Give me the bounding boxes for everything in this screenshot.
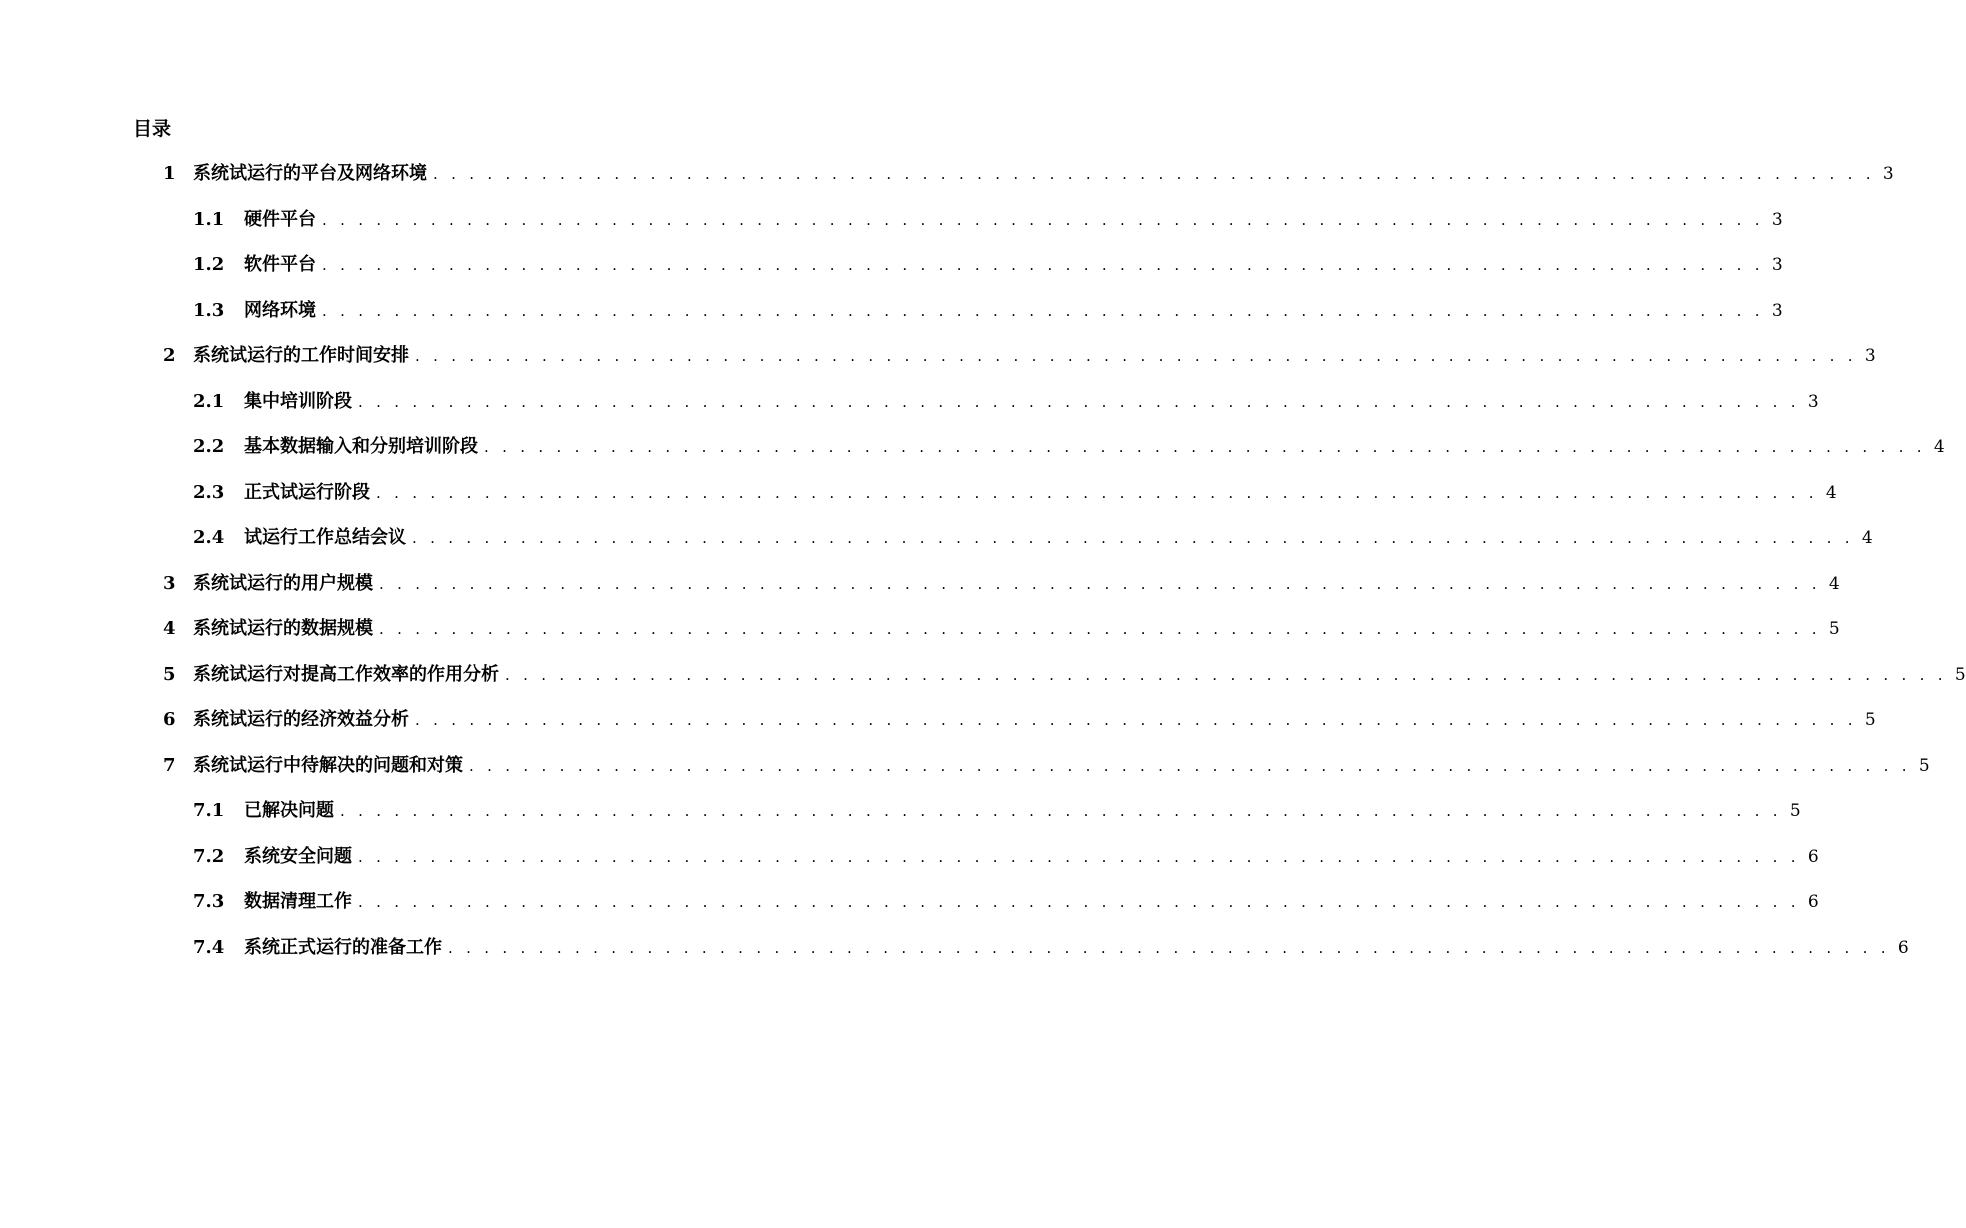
toc-dot-leader: . . . . . . . . . . . . . . . . . . . . . . . . . . . . . . . . . . . . . . . . . . . . . . . . . . . . . . . . . . . . . . . . . . . . . . . . . . . . . . . . — [322, 301, 1764, 320]
toc-entry-label: 系统试运行的工作时间安排 — [193, 345, 409, 366]
toc-entry[interactable] — [0, 933, 1909, 979]
toc-list — [0, 159, 1966, 978]
toc-entry-row — [193, 480, 1837, 506]
toc-entry-page-number: 5 — [1918, 755, 1930, 776]
toc-entry[interactable] — [0, 250, 1783, 296]
toc-entry-row — [163, 662, 1966, 688]
toc-entry-row — [163, 571, 1840, 597]
toc-entry-number: 3 — [163, 572, 176, 594]
toc-entry-label: 软件平台 — [244, 254, 316, 275]
toc-entry-number: 2.1 — [193, 390, 225, 412]
toc-entry-number: 5 — [163, 663, 176, 685]
toc-entry-page-number: 4 — [1825, 482, 1837, 503]
toc-entry-number: 2.2 — [193, 436, 225, 457]
toc-entry[interactable] — [0, 341, 1876, 387]
toc-entry-label: 系统试运行的数据规模 — [193, 618, 373, 639]
toc-entry[interactable] — [0, 523, 1873, 569]
toc-entry-number: 6 — [163, 709, 176, 730]
toc-entry[interactable] — [0, 614, 1840, 660]
toc-entry-label: 基本数据输入和分别培训阶段 — [244, 436, 478, 457]
toc-title: 目录 — [133, 118, 172, 140]
toc-entry-row — [193, 525, 1873, 551]
toc-entry-row — [193, 298, 1783, 324]
toc-dot-leader: . . . . . . . . . . . . . . . . . . . . . . . . . . . . . . . . . . . . . . . . . . . . . . . . . . . . . . . . . . . . . . . . . . . . . . . . . . . . . . . . — [322, 210, 1764, 229]
toc-entry-page-number: 5 — [1789, 801, 1801, 821]
toc-entry-row — [193, 389, 1819, 415]
toc-entry-label: 网络环境 — [244, 299, 316, 321]
toc-entry-number: 1.2 — [193, 254, 225, 275]
toc-dot-leader: . . . . . . . . . . . . . . . . . . . . . . . . . . . . . . . . . . . . . . . . . . . . . . . . . . . . . . . . . . . . . . . . . . . . . . . . . . . . . . . . — [379, 574, 1821, 593]
toc-entry-page-number: 3 — [1771, 300, 1783, 321]
toc-entry-row — [163, 343, 1876, 369]
toc-entry-row — [163, 753, 1930, 779]
toc-entry[interactable] — [0, 887, 1819, 933]
toc-entry-number: 2.4 — [193, 527, 225, 548]
toc-dot-leader: . . . . . . . . . . . . . . . . . . . . . . . . . . . . . . . . . . . . . . . . . . . . . . . . . . . . . . . . . . . . . . . . . . . . . . . . . . . . . . . . — [412, 529, 1854, 547]
toc-dot-leader: . . . . . . . . . . . . . . . . . . . . . . . . . . . . . . . . . . . . . . . . . . . . . . . . . . . . . . . . . . . . . . . . . . . . . . . . . . . . . . . . — [484, 438, 1926, 456]
toc-entry-row — [193, 252, 1783, 278]
toc-dot-leader: . . . . . . . . . . . . . . . . . . . . . . . . . . . . . . . . . . . . . . . . . . . . . . . . . . . . . . . . . . . . . . . . . . . . . . . . . . . . . . . . — [433, 165, 1875, 183]
toc-entry-row — [193, 798, 1801, 824]
toc-entry-page-number: 4 — [1933, 437, 1945, 457]
toc-dot-leader: . . . . . . . . . . . . . . . . . . . . . . . . . . . . . . . . . . . . . . . . . . . . . . . . . . . . . . . . . . . . . . . . . . . . . . . . . . . . . . . . — [322, 256, 1764, 274]
toc-entry-page-number: 4 — [1861, 528, 1873, 548]
toc-entry[interactable] — [0, 205, 1783, 251]
toc-entry-number: 4 — [163, 618, 176, 639]
toc-dot-leader: . . . . . . . . . . . . . . . . . . . . . . . . . . . . . . . . . . . . . . . . . . . . . . . . . . . . . . . . . . . . . . . . . . . . . . . . . . . . . . . . — [505, 665, 1947, 684]
toc-entry-page-number: 3 — [1771, 209, 1783, 230]
toc-entry-page-number: 5 — [1828, 619, 1840, 639]
toc-entry-page-number: 5 — [1864, 710, 1876, 730]
toc-entry[interactable] — [0, 159, 1894, 205]
toc-entry-label: 系统试运行对提高工作效率的作用分析 — [193, 663, 499, 685]
toc-entry-label: 已解决问题 — [244, 800, 334, 821]
toc-entry-number: 7.4 — [193, 936, 225, 958]
toc-entry[interactable] — [0, 296, 1783, 342]
toc-entry-number: 7.3 — [193, 891, 225, 912]
toc-entry-page-number: 6 — [1897, 937, 1909, 958]
toc-dot-leader: . . . . . . . . . . . . . . . . . . . . . . . . . . . . . . . . . . . . . . . . . . . . . . . . . . . . . . . . . . . . . . . . . . . . . . . . . . . . . . . . — [340, 802, 1782, 820]
toc-entry[interactable] — [0, 796, 1801, 842]
toc-dot-leader: . . . . . . . . . . . . . . . . . . . . . . . . . . . . . . . . . . . . . . . . . . . . . . . . . . . . . . . . . . . . . . . . . . . . . . . . . . . . . . . . — [376, 483, 1818, 502]
toc-entry-label: 系统试运行的用户规模 — [193, 572, 373, 594]
toc-entry-row — [163, 707, 1876, 733]
toc-entry-page-number: 6 — [1807, 846, 1819, 867]
toc-entry-row — [163, 161, 1894, 187]
toc-entry-label: 系统试运行的经济效益分析 — [193, 709, 409, 730]
toc-entry-label: 系统安全问题 — [244, 845, 352, 867]
toc-entry-number: 1.3 — [193, 299, 225, 321]
toc-entry-row — [163, 616, 1840, 642]
toc-entry-number: 2.3 — [193, 481, 225, 503]
toc-entry-page-number: 3 — [1771, 255, 1783, 275]
toc-entry-page-number: 3 — [1882, 164, 1894, 184]
toc-entry-page-number: 3 — [1807, 391, 1819, 412]
toc-entry[interactable] — [0, 705, 1876, 751]
toc-dot-leader: . . . . . . . . . . . . . . . . . . . . . . . . . . . . . . . . . . . . . . . . . . . . . . . . . . . . . . . . . . . . . . . . . . . . . . . . . . . . . . . . — [448, 938, 1890, 957]
toc-entry-row — [193, 889, 1819, 915]
toc-dot-leader: . . . . . . . . . . . . . . . . . . . . . . . . . . . . . . . . . . . . . . . . . . . . . . . . . . . . . . . . . . . . . . . . . . . . . . . . . . . . . . . . — [469, 756, 1911, 775]
toc-entry-label: 系统试运行中待解决的问题和对策 — [193, 754, 463, 776]
toc-entry-page-number: 4 — [1828, 573, 1840, 594]
toc-entry-label: 硬件平台 — [244, 208, 316, 230]
toc-dot-leader: . . . . . . . . . . . . . . . . . . . . . . . . . . . . . . . . . . . . . . . . . . . . . . . . . . . . . . . . . . . . . . . . . . . . . . . . . . . . . . . . — [358, 893, 1800, 911]
toc-entry[interactable] — [0, 842, 1819, 888]
toc-entry[interactable] — [0, 478, 1837, 524]
toc-dot-leader: . . . . . . . . . . . . . . . . . . . . . . . . . . . . . . . . . . . . . . . . . . . . . . . . . . . . . . . . . . . . . . . . . . . . . . . . . . . . . . . . — [415, 711, 1857, 729]
toc-dot-leader: . . . . . . . . . . . . . . . . . . . . . . . . . . . . . . . . . . . . . . . . . . . . . . . . . . . . . . . . . . . . . . . . . . . . . . . . . . . . . . . . — [358, 847, 1800, 866]
toc-entry-number: 7.1 — [193, 800, 225, 821]
toc-entry-label: 试运行工作总结会议 — [244, 527, 406, 548]
toc-entry-number: 1 — [163, 163, 176, 184]
toc-entry-label: 系统试运行的平台及网络环境 — [193, 163, 427, 184]
toc-entry-label: 正式试运行阶段 — [244, 481, 370, 503]
toc-dot-leader: . . . . . . . . . . . . . . . . . . . . . . . . . . . . . . . . . . . . . . . . . . . . . . . . . . . . . . . . . . . . . . . . . . . . . . . . . . . . . . . . — [415, 347, 1857, 365]
toc-entry-number: 7 — [163, 754, 176, 776]
toc-entry-label: 集中培训阶段 — [244, 390, 352, 412]
toc-entry-label: 数据清理工作 — [244, 891, 352, 912]
toc-entry-number: 2 — [163, 345, 176, 366]
toc-dot-leader: . . . . . . . . . . . . . . . . . . . . . . . . . . . . . . . . . . . . . . . . . . . . . . . . . . . . . . . . . . . . . . . . . . . . . . . . . . . . . . . . — [379, 620, 1821, 638]
toc-entry-row — [193, 434, 1945, 460]
toc-entry-label: 系统正式运行的准备工作 — [244, 936, 442, 958]
toc-dot-leader: . . . . . . . . . . . . . . . . . . . . . . . . . . . . . . . . . . . . . . . . . . . . . . . . . . . . . . . . . . . . . . . . . . . . . . . . . . . . . . . . — [358, 392, 1800, 411]
toc-entry-number: 1.1 — [193, 208, 225, 230]
toc-entry-page-number: 5 — [1954, 664, 1966, 685]
toc-entry-row — [193, 207, 1783, 233]
toc-entry-number: 7.2 — [193, 845, 225, 867]
toc-entry[interactable] — [0, 569, 1840, 615]
toc-entry-row — [193, 935, 1909, 961]
toc-entry[interactable] — [0, 660, 1966, 706]
toc-entry[interactable] — [0, 432, 1945, 478]
toc-entry[interactable] — [0, 751, 1930, 797]
toc-entry-row — [193, 844, 1819, 870]
toc-entry[interactable] — [0, 387, 1819, 433]
toc-entry-page-number: 6 — [1807, 892, 1819, 912]
toc-entry-page-number: 3 — [1864, 346, 1876, 366]
